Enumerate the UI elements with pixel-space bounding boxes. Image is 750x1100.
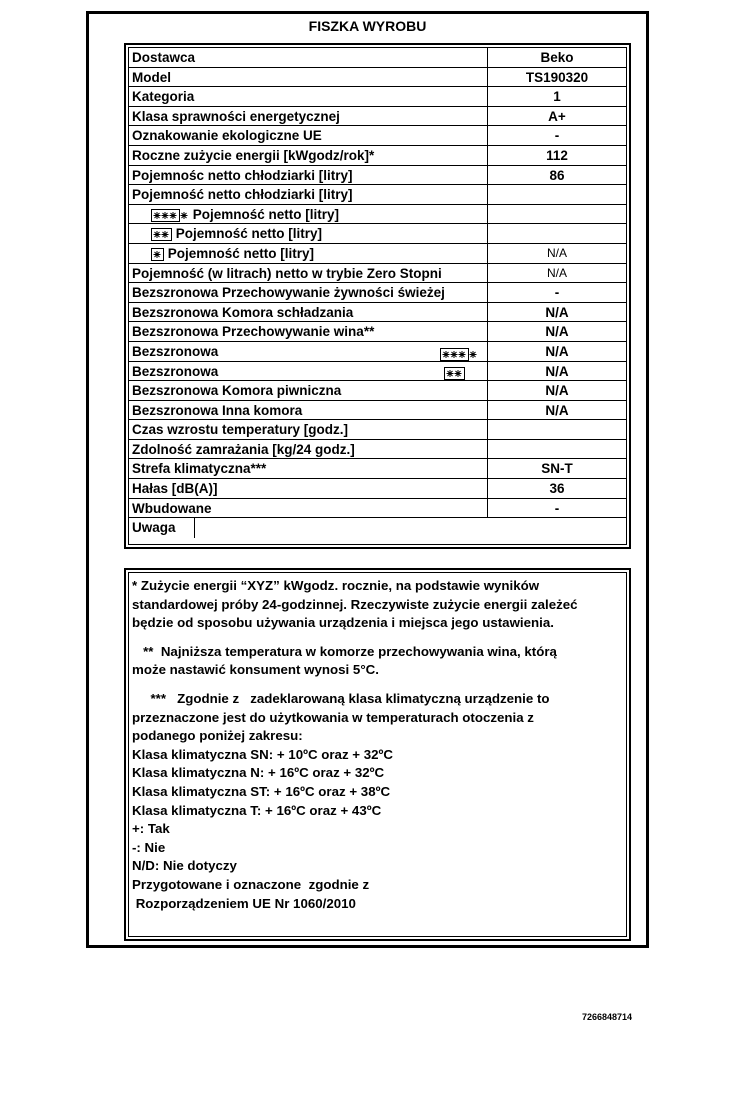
footnote-line: +: Tak (132, 821, 170, 837)
spec-label-cell (129, 166, 488, 185)
spec-label: Zdolność zamrażania [kg/24 godz.] (132, 441, 355, 457)
spec-row (129, 518, 626, 538)
spec-row (129, 48, 626, 68)
spec-value: N/A (546, 265, 567, 280)
footnote-line: Klasa klimatyczna T: + 16ºC oraz + 43ºC (132, 802, 382, 818)
spec-label-cell (129, 342, 488, 361)
footnote-line: Klasa klimatyczna ST: + 16ºC oraz + 38ºC (132, 783, 391, 799)
spec-row (129, 185, 626, 205)
spec-value: SN-T (541, 461, 573, 477)
footnote-line: może nastawić konsument wynosi 5°C. (132, 662, 379, 678)
two-star-icon (444, 367, 465, 380)
spec-label-cell (129, 499, 488, 518)
footnote-line: ** Najniższa temperatura w komorze przechowywania wina, którą (132, 643, 557, 659)
footnote-line: *** Zgodnie z zadeklarowaną klasa klimatyczną urządzenie to (132, 690, 550, 706)
spec-label-cell (129, 48, 488, 67)
spec-label: Bezszronowa (132, 363, 219, 379)
spec-value: N/A (545, 402, 569, 418)
spec-row (129, 87, 626, 107)
spec-value (488, 518, 626, 538)
spec-row (129, 224, 626, 244)
spec-value: N/A (545, 343, 569, 359)
footnotes-box (124, 568, 631, 941)
spec-label-cell (129, 518, 195, 538)
spec-label: Dostawca (132, 50, 196, 65)
spec-label-cell (129, 87, 488, 106)
spec-row (129, 107, 626, 127)
footnote-line: Przygotowane i oznaczone zgodnie z (132, 876, 370, 892)
footnote-line: Rozporządzeniem UE Nr 1060/2010 (132, 895, 356, 911)
spec-label: Oznakowanie ekologiczne UE (132, 128, 322, 144)
spec-label: Pojemność (w litrach) netto w trybie Zero Stopni (132, 265, 442, 281)
four-star-freezer-icon (151, 209, 189, 222)
spec-row (129, 244, 626, 264)
spec-label-cell (129, 126, 488, 145)
spec-label-cell (129, 107, 488, 126)
footnote-line: podanego poniżej zakresu: (132, 728, 303, 744)
spec-value: TS190320 (525, 69, 589, 85)
spec-label-cell (129, 264, 488, 283)
spec-label: Roczne zużycie energii [kWgodz/rok]* (132, 147, 375, 163)
spec-value: 86 (549, 167, 565, 183)
spec-label: Bezszronowa (132, 343, 219, 359)
spec-row (129, 166, 626, 186)
spec-label-cell (129, 303, 488, 322)
spec-label: Model (132, 69, 171, 85)
spec-label: Pojemność netto [litry] (175, 226, 323, 242)
spec-row (129, 401, 626, 421)
footnote-line: N/D: Nie dotyczy (132, 858, 237, 874)
spec-row (129, 146, 626, 166)
spec-value: 1 (553, 89, 561, 105)
spec-value: N/A (546, 245, 567, 260)
spec-row (129, 362, 626, 382)
spec-value: A+ (548, 108, 566, 124)
spec-table (124, 43, 631, 549)
spec-label: Pojemność netto [litry] (192, 206, 340, 222)
spec-value (488, 420, 626, 439)
spec-label: Hałas [dB(A)] (132, 481, 218, 497)
spec-value (488, 440, 626, 459)
spec-label-cell (129, 146, 488, 165)
spec-label-cell (129, 401, 488, 420)
spec-row (129, 126, 626, 146)
spec-label: Uwaga (132, 520, 176, 536)
spec-label-cell (129, 224, 488, 243)
footnote-line: Klasa klimatyczna N: + 16ºC oraz + 32ºC (132, 765, 385, 781)
spec-label: Bezszronowa Komora piwniczna (132, 383, 342, 399)
spec-row (129, 322, 626, 342)
spec-value (488, 224, 626, 243)
spec-label: Bezszronowa Przechowywanie żywności świeżej (132, 285, 445, 301)
spec-label: Wbudowane (132, 500, 212, 516)
spec-row (129, 283, 626, 303)
spec-label-cell (129, 381, 488, 400)
spec-value (488, 205, 626, 224)
footnote-line: przeznaczone jest do użytkowania w temperaturach otoczenia z (132, 709, 534, 725)
spec-row (129, 420, 626, 440)
spec-label: Bezszronowa Inna komora (132, 402, 303, 418)
spec-row (129, 68, 626, 88)
spec-label: Klasa sprawności energetycznej (132, 108, 340, 124)
spec-value: N/A (545, 363, 569, 379)
spec-row (129, 479, 626, 499)
spec-value: 36 (549, 481, 565, 497)
spec-label: Kategoria (132, 89, 195, 105)
spec-label-cell (129, 440, 488, 459)
spec-label-cell (129, 459, 488, 478)
footnote-line: standardowej próby 24-godzinnej. Rzeczywiste zużycie energii zależeć (132, 596, 578, 612)
spec-value: Beko (540, 50, 574, 65)
spec-label-cell (129, 362, 488, 381)
spec-label-cell (129, 322, 488, 341)
spec-value: - (554, 128, 560, 144)
spec-label: Bezszronowa Komora schładzania (132, 304, 354, 320)
spec-label: Strefa klimatyczna*** (132, 461, 267, 477)
spec-value: N/A (545, 324, 569, 340)
spec-value: - (554, 500, 560, 516)
spec-label-cell (129, 479, 488, 498)
spec-value: - (554, 285, 560, 301)
footnote-line: Klasa klimatyczna SN: + 10ºC oraz + 32ºC (132, 746, 393, 762)
spec-label-cell (129, 244, 488, 263)
spec-row (129, 342, 626, 362)
spec-row (129, 440, 626, 460)
fiche-title: FISZKA WYROBU (308, 18, 427, 34)
spec-value: N/A (545, 304, 569, 320)
spec-label: Pojemność netto chłodziarki [litry] (132, 187, 353, 203)
spec-label-cell (129, 420, 488, 439)
spec-label: Pojemność netto [litry] (167, 245, 315, 261)
spec-label-cell (129, 68, 488, 87)
spec-row (129, 264, 626, 284)
footnote-line: * Zużycie energii “XYZ” kWgodz. rocznie, na podstawie wyników (132, 578, 540, 593)
spec-row (129, 459, 626, 479)
spec-value (488, 185, 626, 204)
spec-row (129, 205, 626, 225)
spec-row (129, 303, 626, 323)
spec-row (129, 499, 626, 519)
spec-label: Bezszronowa Przechowywanie wina** (132, 324, 375, 340)
spec-label-cell (129, 205, 488, 224)
spec-label-cell (129, 185, 488, 204)
one-star-icon (151, 248, 164, 261)
document-code: 7266848714 (581, 1012, 632, 1022)
spec-label-cell (129, 283, 488, 302)
spec-value: N/A (545, 383, 569, 399)
spec-label: Pojemnośc netto chłodziarki [litry] (132, 167, 353, 183)
spec-value: 112 (546, 147, 568, 163)
two-star-icon (151, 228, 172, 241)
product-fiche (86, 11, 649, 948)
spec-row (129, 381, 626, 401)
footnote-line: -: Nie (132, 839, 166, 855)
four-star-freezer-icon (440, 348, 478, 361)
footnote-line: będzie od sposobu używania urządzenia i miejsca jego ustawienia. (132, 615, 554, 631)
spec-label: Czas wzrostu temperatury [godz.] (132, 422, 349, 438)
